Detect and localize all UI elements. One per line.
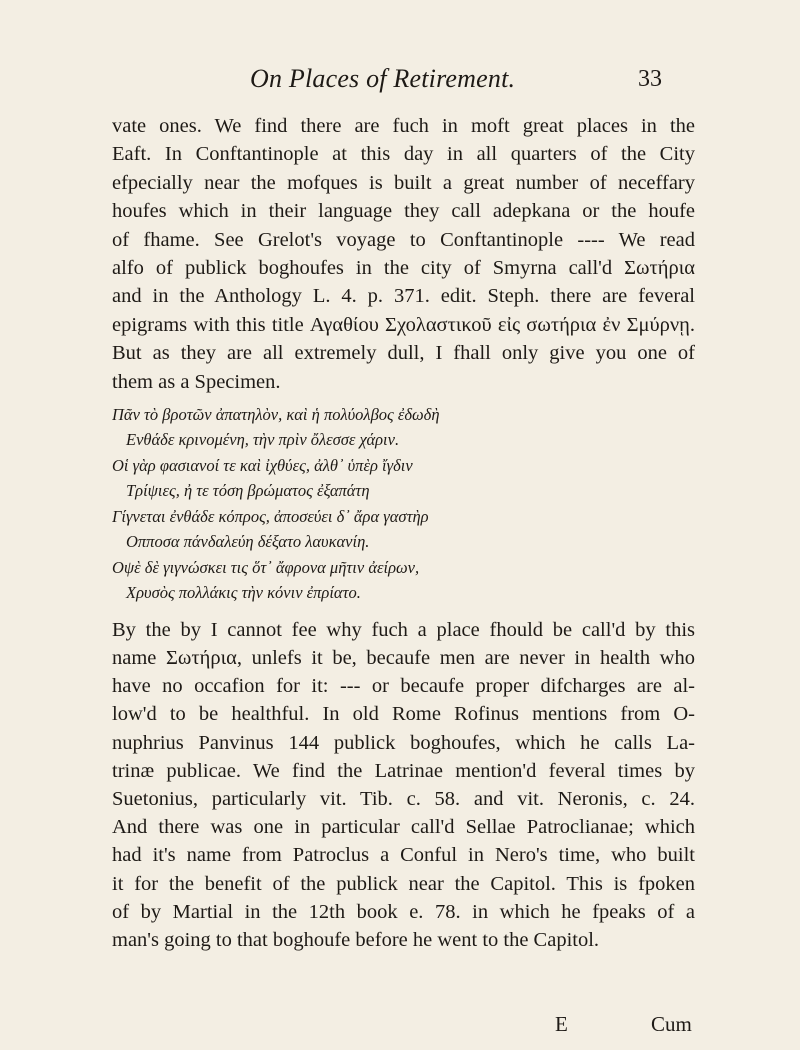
text-line: low'd to be healthful. In old Rome Rofinus mentions from O- [112, 703, 695, 726]
text-line: efpecially near the mofques is built a great number of neceffary [112, 171, 695, 194]
body-text [112, 112, 695, 954]
text-line: of by Martial in the 12th book e. 78. in which he fpeaks of a [112, 900, 695, 923]
paragraph-2 [112, 616, 695, 954]
text-line: man's going to that boghoufe before he went to the Capitol. [112, 928, 600, 951]
epigram-line: Οπποσα πάνδαλεύη δέξατο λαυκανίη. [126, 532, 370, 552]
epigram-line: Χρυσὸς πολλάκις τὴν κόνιν ἐπρίατο. [126, 583, 361, 603]
text-line: And there was one in particular call'd Sellae Patroclianae; which [112, 816, 695, 839]
text-line: Suetonius, particularly vit. Tib. c. 58. and vit. Neronis, c. 24. [112, 788, 695, 811]
text-line: nuphrius Panvinus 144 publick boghoufes, which he calls La- [112, 731, 695, 754]
epigram-line: Οἱ γὰρ φασιανοί τε καὶ ἰχθύες, ἀλθ᾽ ὑπὲρ ἴγδιν [112, 455, 413, 475]
text-line: had it's name from Patroclus a Conful in Nero's time, who built [112, 844, 695, 867]
text-line: Eaft. In Conftantinople at this day in all quarters of the City [112, 143, 695, 166]
text-line: houfes which in their language they call adepkana or the houfe [112, 200, 695, 223]
page-footer [0, 1012, 800, 1042]
text-line: trinæ publicae. We find the Latrinae mention'd feveral times by [112, 759, 695, 782]
text-line: alfo of publick boghoufes in the city of Smyrna call'd Σωτήρια [112, 256, 695, 279]
text-line: them as a Specimen. [112, 370, 281, 393]
epigram-line: Οψὲ δὲ γιγνώσκει τις ὅτ᾽ ἄφρονα μῆτιν ἀείρων, [112, 557, 420, 577]
catchword: Cum [651, 1012, 692, 1036]
epigram-line: Πᾶν τὸ βροτῶν ἀπατηλὸν, καὶ ἡ πολύολβος ἐδωδὴ [112, 404, 440, 424]
text-line: But as they are all extremely dull, I fhall only give you one of [112, 342, 695, 365]
text-line: it for the benefit of the publick near the Capitol. This is fpoken [112, 872, 695, 895]
epigram-line: Γίγνεται ἐνθάδε κόπρος, ἀποσεύει δ᾽ ἄρα γαστὴρ [112, 506, 429, 526]
text-line: vate ones. We find there are fuch in moft great places in the [112, 115, 695, 137]
text-line: epigrams with this title Αγαθίου Σχολαστικοῦ εἰς σωτήρια ἐν Σμύρνῃ. [112, 313, 695, 336]
greek-epigram [112, 402, 695, 606]
text-line: have no occafion for it: --- or becaufe proper difcharges are al- [112, 675, 695, 698]
page-number: 33 [638, 66, 662, 92]
running-head [0, 64, 800, 104]
text-line: of fhame. See Grelot's voyage to Conftantinople ---- We read [112, 228, 695, 251]
running-title: On Places of Retirement. [250, 64, 516, 93]
paragraph-1 [112, 112, 695, 396]
epigram-line: Τρίψιες, ἠ τε τόση βρώματος ἐξαπάτη [126, 481, 370, 501]
signature-mark: E [555, 1012, 568, 1036]
text-line: and in the Anthology L. 4. p. 371. edit. Steph. there are feveral [112, 285, 695, 308]
epigram-line: Ενθάδε κρινομένη, τὴν πρὶν ὄλεσσε χάριν. [126, 430, 400, 450]
text-line: name Σωτήρια, unlefs it be, becaufe men are never in health who [112, 647, 695, 670]
text-line: By the by I cannot fee why fuch a place fhould be call'd by this [112, 618, 695, 641]
